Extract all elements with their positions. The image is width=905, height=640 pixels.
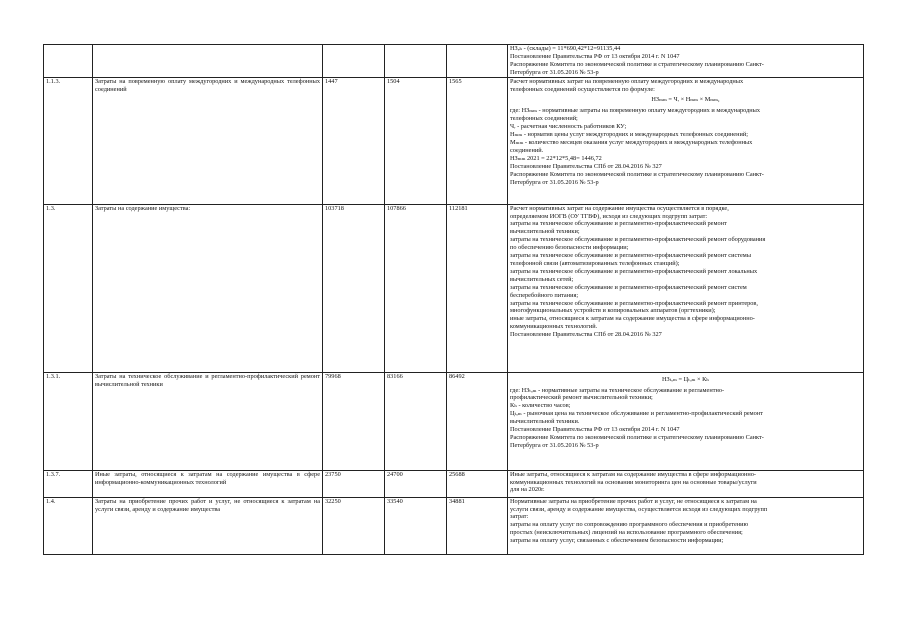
description-line: затраты на оплату услуг по сопровождению программного обеспечения и приобретению: [510, 521, 749, 529]
description-line: Чᵣ - расчетная численность работников КУ;: [510, 123, 627, 131]
description-line: услуги связи, аренду и содержание имущества, осуществляется исходя из следующих подгрупп: [510, 505, 768, 513]
row-code: 1.3.1.: [44, 372, 93, 470]
value-2022: 107866: [385, 204, 447, 372]
value-2022: 83166: [385, 372, 447, 470]
description-line: Постановление Правительства РФ от 13 октября 2014 г. N 1047: [510, 426, 680, 434]
formula: НЗₘₘ = Чᵣ × Нₘₘ × Мₘₘ,: [651, 96, 720, 104]
description-line: Постановление Правительства РФ от 13 октября 2014 г. N 1047: [510, 52, 680, 60]
value-2023: 25688: [447, 470, 508, 497]
value-2023: 1565: [447, 77, 508, 204]
description-line: вычислительной техники.: [510, 418, 580, 426]
row-description: [508, 204, 864, 372]
description-line: Расчет нормативных затрат на повременную оплату междугородних и международных: [510, 77, 744, 85]
description-line: Нₘₘ - норматив цены услуг междугородних и международных телефонных соединений;: [510, 131, 748, 139]
value-2023: [447, 45, 508, 78]
value-2021: [323, 45, 385, 78]
description-line: телефонных соединений;: [510, 115, 578, 123]
description-line: где: НЗₜₒₘ - нормативные затраты на техническое обслуживание и регламентно-: [510, 386, 725, 394]
value-2022: 24700: [385, 470, 447, 497]
table-row: [44, 372, 864, 470]
row-name: Затраты на повременную оплату междугородних и международных телефонных соединений: [93, 77, 323, 204]
description-line: вычислительной техники;: [510, 228, 580, 236]
value-2021: 79968: [323, 372, 385, 470]
description-line: Петербурга от 31.05.2016 № 53-р: [510, 68, 599, 76]
description-line: Петербурга от 31.05.2016 № 53-р: [510, 178, 599, 186]
value-2022: 1504: [385, 77, 447, 204]
description-line: НЗₔₕ - (склады) = 11*690,42*12=91135,44: [510, 45, 621, 52]
description-line: Петербурга от 31.05.2016 № 53-р: [510, 441, 599, 449]
description-line: Иные затраты, относящиеся к затратам на содержание имущества в сфере информационно-: [510, 470, 756, 478]
row-code: [44, 45, 93, 78]
description-line: затраты на оплату услуг, связанных с обеспечением безопасности информации;: [510, 537, 724, 545]
description-line: затраты на техническое обслуживание и регламентно-профилактический ремонт принтеров,: [510, 299, 758, 307]
table-row: [44, 204, 864, 372]
description-line: Постановление Правительства СПб от 28.04.2016 № 327: [510, 331, 662, 339]
formula: НЗₜₒₘ = Цₜₒₘ × Кₕ: [661, 375, 710, 383]
description-line: по обеспечению безопасности информации;: [510, 244, 629, 252]
description-line: бесперебойного питания;: [510, 291, 579, 299]
row-name: Иные затраты, относящиеся к затратам на содержание имущества в сфере информационно-коммуникационных технологий: [93, 470, 323, 497]
row-code: 1.4.: [44, 497, 93, 554]
description-line: соединений.: [510, 146, 544, 154]
description-line: Мₘₘ - количество месяцев оказания услуг междугородних и международных телефонных: [510, 138, 753, 146]
description-line: Распоряжение Комитета по экономической политике и стратегическому планированию Санкт-: [510, 60, 764, 68]
value-2021: 103718: [323, 204, 385, 372]
description-line: коммуникационных технологий.: [510, 323, 598, 331]
description-line: Распоряжение Комитета по экономической политике и стратегическому планированию Санкт-: [510, 433, 764, 441]
value-2021: 23750: [323, 470, 385, 497]
description-line: Расчет нормативных затрат на содержание имущества осуществляется в порядке,: [510, 204, 729, 212]
description-line: затраты на техническое обслуживание и регламентно-профилактический ремонт локальных: [510, 267, 758, 275]
description-line: Кₕ - количество часов;: [510, 402, 571, 410]
row-name: [93, 45, 323, 78]
description-line: затраты на техническое обслуживание и регламентно-профилактический ремонт оборудования: [510, 236, 766, 244]
value-2023: 86492: [447, 372, 508, 470]
row-name: Затраты на содержание имущества:: [93, 204, 323, 372]
description-line: Распоряжение Комитета по экономической политике и стратегическому планированию Санкт-: [510, 170, 764, 178]
description-line: телефонной связи (автоматизированных телефонных станций);: [510, 259, 680, 267]
description-line: многофункциональных устройств и копировальных аппаратов (оргтехники);: [510, 307, 716, 315]
row-description: [508, 77, 864, 204]
table-row: [44, 45, 864, 78]
table-row: [44, 470, 864, 497]
row-description: [508, 45, 864, 78]
description-line: НЗₘₘ 2021 = 22*12*5,48= 1446,72: [510, 154, 602, 162]
description-line: где: НЗₘₘ - нормативные затраты на повременную оплату междугородних и международных: [510, 107, 761, 115]
row-description: [508, 497, 864, 554]
description-line: затраты на техническое обслуживание и регламентно-профилактический ремонт систем: [510, 283, 747, 291]
description-line: телефонных соединений осуществляется по формуле:: [510, 85, 655, 93]
description-line: затрат:: [510, 513, 529, 521]
description-line: вычислительных сетей;: [510, 275, 574, 283]
value-2023: 112181: [447, 204, 508, 372]
row-description: [508, 372, 864, 470]
cost-table-body: [44, 45, 864, 555]
description-line: Цₜₒₘ - рыночная цена на техническое обслуживание и регламентно-профилактический ремонт: [510, 410, 763, 418]
row-description: [508, 470, 864, 497]
value-2021: 1447: [323, 77, 385, 204]
table-row: [44, 77, 864, 204]
value-2022: 33540: [385, 497, 447, 554]
description-line: Постановление Правительства СПб от 28.04.2016 № 327: [510, 162, 662, 170]
value-2021: 32250: [323, 497, 385, 554]
value-2023: 34881: [447, 497, 508, 554]
description-line: иные затраты, относящиеся к затратам на содержание имущества в сфере информационно-: [510, 315, 755, 323]
row-code: 1.3.7.: [44, 470, 93, 497]
row-name: Затраты на приобретение прочих работ и услуг, не относящиеся к затратам на услуги связи, аренду и содержание имущества: [93, 497, 323, 554]
table-row: [44, 497, 864, 554]
description-line: определяемом ИОГВ (ОУ ТГВФ), исходя из следующих подгрупп затрат:: [510, 212, 708, 220]
row-code: 1.3.: [44, 204, 93, 372]
description-line: для на 2020г.: [510, 486, 545, 494]
description-line: затраты на техническое обслуживание и регламентно-профилактический ремонт: [510, 220, 727, 228]
description-line: профилактический ремонт вычислительной техники;: [510, 394, 653, 402]
description-line: коммуникационных технологий на основании мониторинга цен на основные товары/услуги: [510, 478, 757, 486]
cost-table: [43, 44, 864, 555]
description-line: Нормативные затраты на приобретение прочих работ и услуг, не относящиеся к затратам на: [510, 497, 757, 505]
row-name: Затраты на техническое обслуживание и регламентно-профилактический ремонт вычислительной техники: [93, 372, 323, 470]
description-line: затраты на техническое обслуживание и регламентно-профилактический ремонт системы: [510, 252, 752, 260]
description-line: простых (неисключительных) лицензий на использование программного обеспечения;: [510, 529, 743, 537]
value-2022: [385, 45, 447, 78]
row-code: 1.1.3.: [44, 77, 93, 204]
